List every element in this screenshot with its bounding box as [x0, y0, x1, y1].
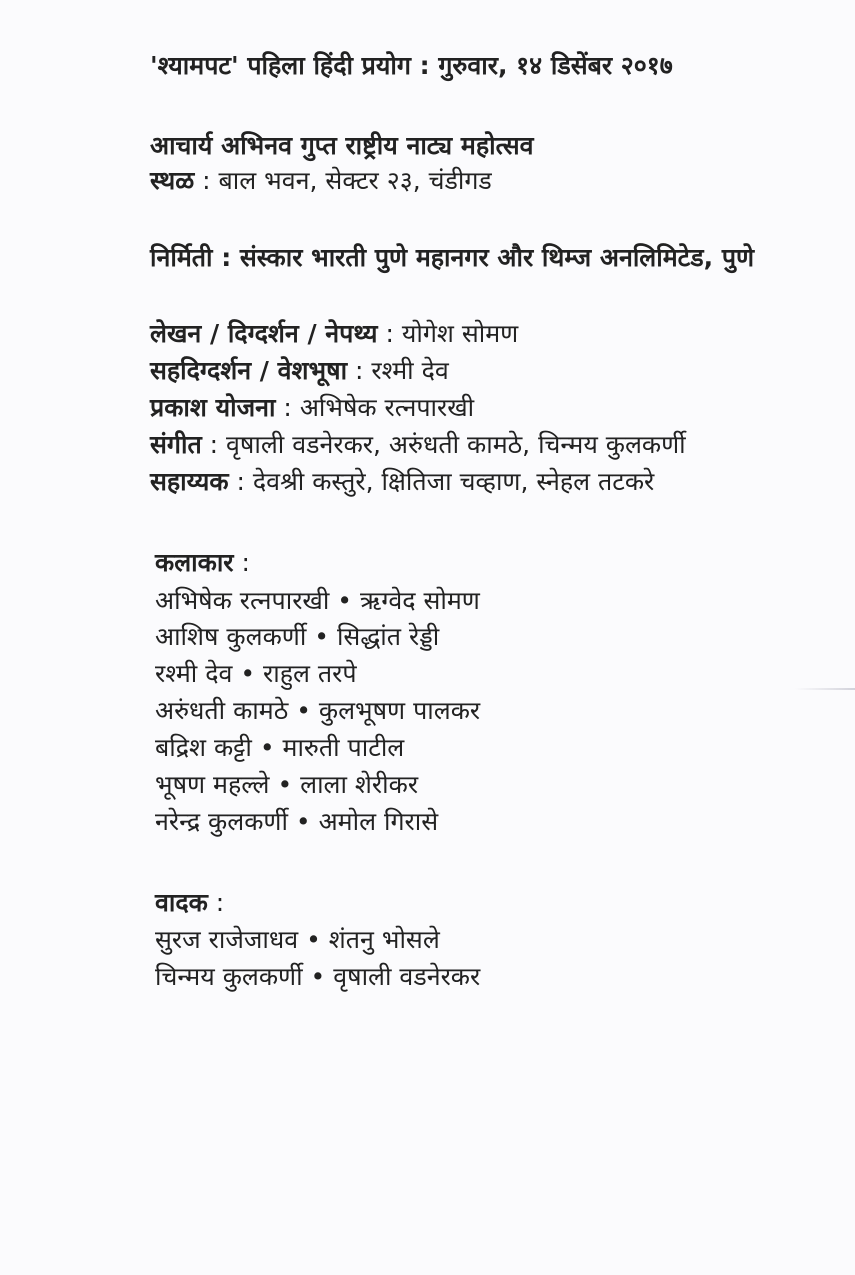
premiere-line: 'श्यामपट' पहिला हिंदी प्रयोग : गुरुवार, १४ डिसेंबर २०१७: [150, 51, 673, 80]
venue-separator: :: [194, 166, 219, 195]
credit-separator: :: [377, 319, 402, 348]
credit-label: सहदिग्दर्शन / वेशभूषा: [150, 356, 348, 385]
production-line: निर्मिती : संस्कार भारती पुणे महानगर और थिम्ज अनलिमिटेड, पुणे: [150, 243, 755, 272]
venue-label: स्थळ: [150, 166, 195, 195]
credit-separator: :: [228, 467, 253, 496]
credit-row: [150, 429, 686, 461]
artists-heading: [155, 547, 250, 579]
credit-value: देवश्री कस्तुरे, क्षितिजा चव्हाण, स्नेहल तटकरे: [252, 467, 655, 496]
venue-value: बाल भवन, सेक्टर २३, चंडीगड: [218, 166, 492, 195]
credit-value: वृषाली वडनेरकर, अरुंधती कामठे, चिन्मय कुलकर्णी: [226, 430, 686, 459]
festival-name: आचार्य अभिनव गुप्त राष्ट्रीय नाट्य महोत्सव: [150, 131, 534, 160]
credit-label: सहाय्यक: [150, 467, 229, 496]
credit-label: संगीत: [150, 430, 202, 459]
credit-row: [150, 466, 654, 498]
artist-row: अभिषेक रत्नपारखी • ऋग्वेद सोमण: [155, 586, 480, 615]
musician-row: सुरज राजेजाधव • शंतनु भोसले: [155, 925, 440, 954]
artists-heading-separator: :: [233, 548, 250, 577]
artists-heading-label: कलाकार: [155, 548, 234, 577]
credit-label: प्रकाश योजना: [150, 393, 276, 422]
credit-value: अभिषेक रत्नपारखी: [299, 393, 475, 422]
musicians-heading: [155, 887, 224, 919]
artist-row: बद्रिश कट्टी • मारुती पाटील: [155, 733, 405, 762]
credit-separator: :: [201, 430, 227, 459]
artist-row: नरेन्द्र कुलकर्णी • अमोल गिरासे: [155, 807, 439, 836]
credit-separator: :: [275, 393, 300, 422]
credit-value: योगेश सोमण: [401, 319, 519, 348]
artist-row: रश्मी देव • राहुल तरपे: [155, 659, 357, 688]
credit-separator: :: [347, 356, 372, 385]
musician-row: चिन्मय कुलकर्णी • वृषाली वडनेरकर: [155, 962, 481, 991]
credit-row: [150, 355, 449, 387]
credit-label: लेखन / दिग्दर्शन / नेपथ्य: [150, 319, 378, 348]
artist-row: आशिष कुलकर्णी • सिद्धांत रेड्डी: [155, 622, 440, 651]
credit-row: [150, 318, 518, 350]
musicians-heading-separator: :: [207, 888, 225, 917]
artist-row: भूषण महल्ले • लाला शेरीकर: [155, 770, 419, 799]
credit-row: [150, 392, 474, 424]
musicians-heading-label: वादक: [155, 888, 208, 917]
artist-row: अरुंधती कामठे • कुलभूषण पालकर: [155, 696, 481, 725]
credit-value: रश्मी देव: [371, 356, 449, 385]
venue-line: [150, 165, 492, 197]
paper-edge-mark: [795, 688, 855, 690]
